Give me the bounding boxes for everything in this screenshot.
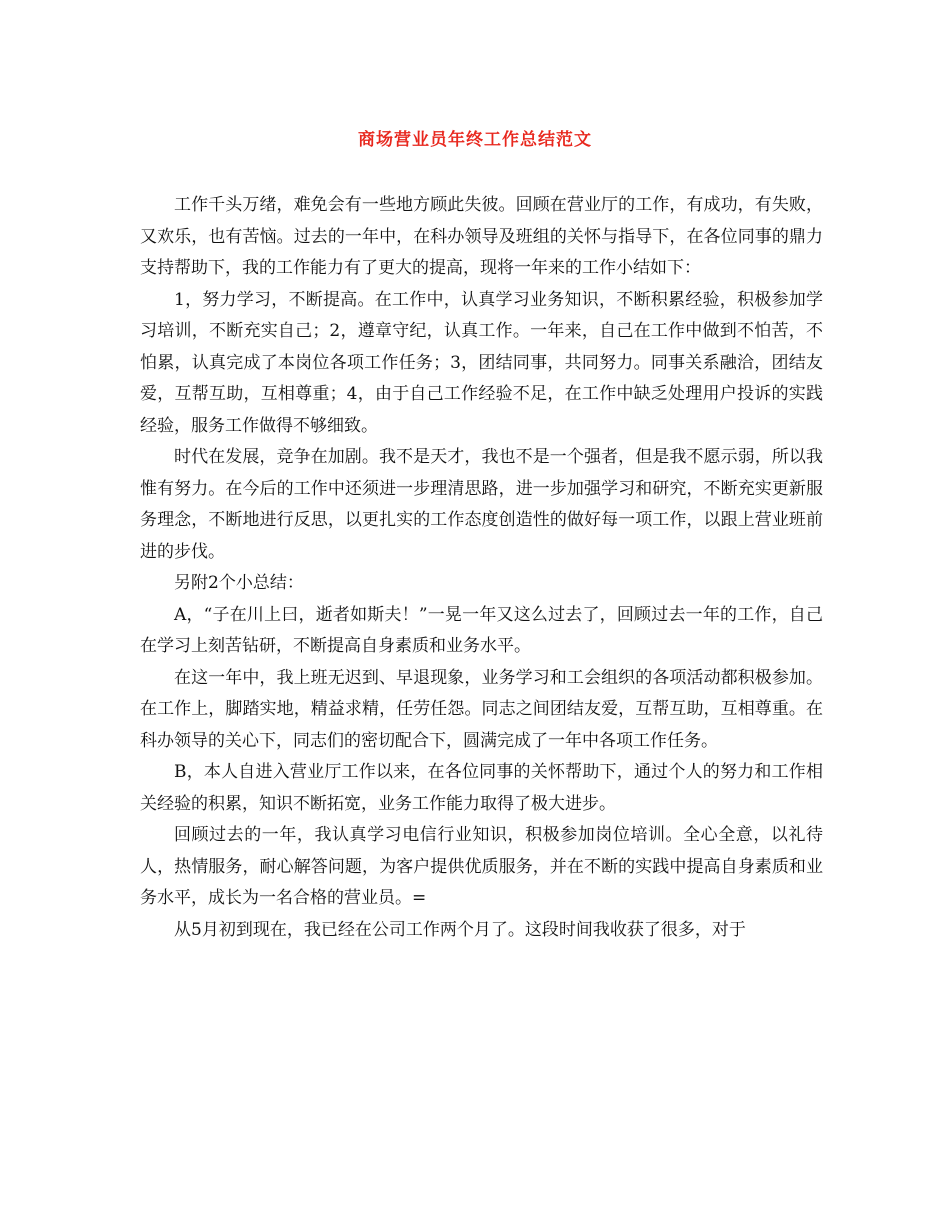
paragraph-appendix-heading: 另附2个小总结： [174,573,304,593]
paragraph-summary-points: 1，努力学习，不断提高。在工作中，认真学习业务知识，不断积累经验，积极参加学习培训，不断充实自己；2，遵章守纪，认真工作。一年来，自己在工作中做到不怕苦，不怕累，认真完成了本岗位各项工作任务；3，团结同事，共同努力。同事关系融洽，团结友爱，互帮互助，互相尊重；4，由于自己工作经验不足，在工作中缺乏处理用户投诉的实践经验，服务工作做得不够细致。 [140,289,823,436]
paragraph-final: 从5月初到现在，我已经在公司工作两个月了。这段时间我收获了很多，对于 [174,919,746,940]
paragraph-intro: 工作千头万绪，难免会有一些地方顾此失彼。回顾在营业厅的工作，有成功，有失败，又欢乐，也有苦恼。过去的一年中，在科办领导及班组的关怀与指导下，在各位同事的鼎力支持帮助下，我的工作能力有了更大的提高，现将一年来的工作小结如下： [140,195,823,278]
paragraph-summary-a: A，“子在川上曰，逝者如斯夫！”一晃一年又这么过去了，回顾过去一年的工作，自己在学习上刻苦钻研，不断提高自身素质和业务水平。 [140,604,823,656]
document-title: 商场营业员年终工作总结范文 [358,130,592,150]
paragraph-outlook: 时代在发展，竞争在加剧。我不是天才，我也不是一个强者，但是我不愿示弱，所以我惟有努力。在今后的工作中还须进一步理清思路，进一步加强学习和研究，不断充实更新服务理念，不断地进行反思，以更扎实的工作态度创造性的做好每一项工作，以跟上营业班前进的步伐。 [140,447,823,562]
paragraph-summary-a-detail: 在这一年中，我上班无迟到、早退现象，业务学习和工会组织的各项活动都积极参加。在工作上，脚踏实地，精益求精，任劳任怨。同志之间团结友爱，互帮互助，互相尊重。在科办领导的关心下，同志们的密切配合下，圆满完成了一年中各项工作任务。 [140,667,823,751]
paragraph-summary-b-detail: 回顾过去的一年，我认真学习电信行业知识，积极参加岗位培训。全心全意，以礼待人，热情服务，耐心解答问题，为客户提供优质服务，并在不断的实践中提高自身素质和业务水平，成长为一名合格的营业员。= [140,825,823,908]
document-body [140,190,823,946]
paragraph-summary-b: B，本人自进入营业厅工作以来，在各位同事的关怀帮助下，通过个人的努力和工作相关经验的积累，知识不断拓宽，业务工作能力取得了极大进步。 [140,762,823,814]
